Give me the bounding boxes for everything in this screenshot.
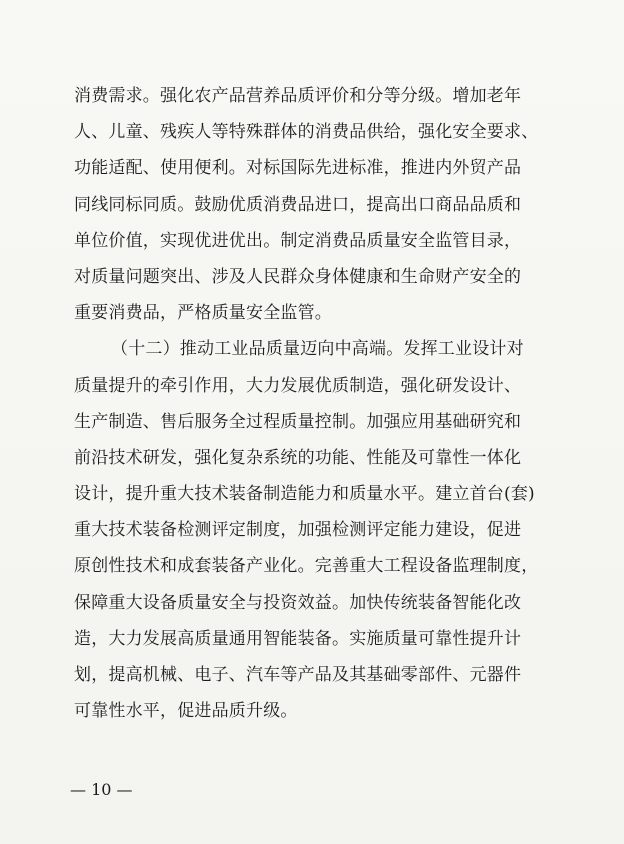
text-line: 设计，提升重大技术装备制造能力和质量水平。建立首台(套) bbox=[74, 484, 535, 505]
text-line: 前沿技术研发，强化复杂系统的功能、性能及可靠性一体化 bbox=[74, 447, 522, 468]
text-line: 消费需求。强化农产品营养品质评价和分等分级。增加老年 bbox=[74, 86, 522, 106]
text-line: 重要消费品，严格质量安全监管。 bbox=[74, 303, 332, 324]
page-number: — 10 — bbox=[70, 780, 133, 799]
section-heading-line: （十二）推动工业品质量迈向中高端。发挥工业设计对 bbox=[111, 339, 524, 360]
text-line: 重大技术装备检测评定制度，加强检测评定能力建设，促进 bbox=[74, 520, 522, 541]
text-line: 对质量问题突出、涉及人民群众身体健康和生命财产安全的 bbox=[74, 266, 522, 287]
text-line: 生产制造、售后服务全过程质量控制。加强应用基础研究和 bbox=[74, 411, 522, 432]
text-line: 功能适配、使用便利。对标国际先进标准，推进内外贸产品 bbox=[74, 158, 522, 179]
text-line: 质量提升的牵引作用，大力发展优质制造，强化研发设计、 bbox=[74, 375, 522, 396]
text-line: 单位价值，实现优进优出。制定消费品质量安全监管目录， bbox=[74, 230, 522, 251]
text-line: 人、儿童、残疾人等特殊群体的消费品供给，强化安全要求、 bbox=[74, 122, 539, 143]
body-text bbox=[74, 78, 539, 729]
text-line: 保障重大设备质量安全与投资效益。加快传统装备智能化改 bbox=[74, 592, 522, 613]
text-line: 划，提高机械、电子、汽车等产品及其基础零部件、元器件 bbox=[74, 665, 522, 685]
text-line: 造，大力发展高质量通用智能装备。实施质量可靠性提升计 bbox=[74, 628, 522, 649]
text-line: 同线同标同质。鼓励优质消费品进口，提高出口商品品质和 bbox=[74, 194, 522, 215]
text-line: 可靠性水平，促进品质升级。 bbox=[74, 701, 298, 722]
text-line: 原创性技术和成套装备产业化。完善重大工程设备监理制度， bbox=[74, 556, 539, 577]
